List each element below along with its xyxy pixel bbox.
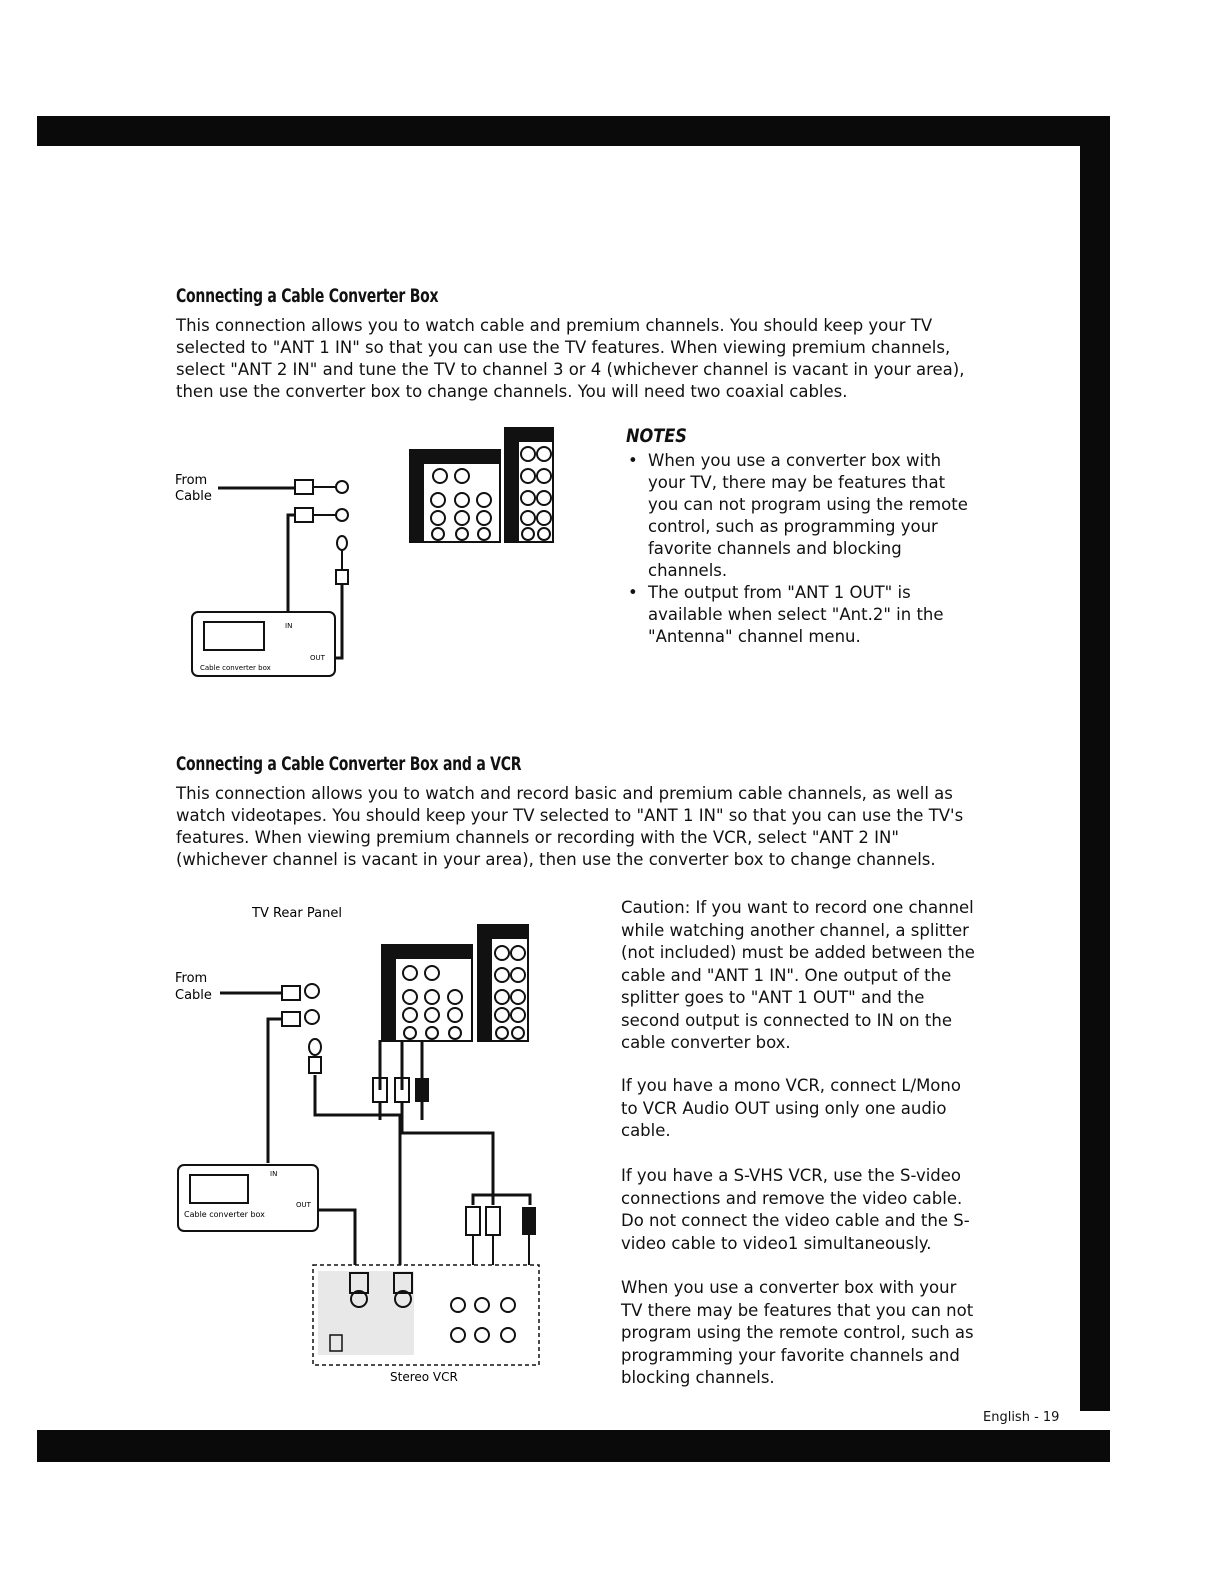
tv-jack-panel-1	[410, 428, 553, 542]
caution-text: Caution: If you want to record one channel while watching another channel, a splitter (not included) must be added between the cable and "ANT 1 IN". One output of the splitter goes to "ANT 1 OUT" and the second output is connected to IN on the cable converter box.	[621, 898, 975, 1052]
diagram2-box-label: Cable converter box	[184, 1210, 265, 1219]
diagram1-box-label: Cable converter box	[200, 664, 271, 672]
section2-heading: Connecting a Cable Converter Box and a VCR	[176, 753, 522, 775]
notes-item: • When you use a converter box with your TV, there may be features that you can not program using the remote control, such as programming your favorite channels and blocking channels.	[626, 450, 976, 582]
diagram1-cable-label: Cable	[175, 489, 212, 504]
section1-heading: Connecting a Cable Converter Box	[176, 285, 439, 307]
section1-paragraph: This connection allows you to watch cable and premium channels. You should keep your TV selected to "ANT 1 IN" so that you can use the TV features. When viewing premium channels, select "ANT 2 IN" and tune the TV to channel 3 or 4 (whichever channel is vacant in your area), then use the converter box to change channels. You will need two coaxial cables.	[176, 316, 965, 401]
notes-list	[626, 450, 976, 648]
stereo-vcr	[313, 1265, 539, 1365]
notes-title: NOTES	[626, 425, 687, 447]
right-border-bar	[1080, 116, 1110, 1411]
diagram2-out-label: OUT	[296, 1201, 311, 1209]
converter-note-text: When you use a converter box with your TV there may be features that you can not program using the remote control, such as programming your favorite channels and blocking channels.	[621, 1278, 974, 1387]
section2-paragraph: This connection allows you to watch and record basic and premium cable channels, as well as watch videotapes. You should keep your TV selected to "ANT 1 IN" so that you can use the TV's features. When viewing premium channels or recording with the VCR, select "ANT 2 IN" (whichever channel is vacant in your area), then use the converter box to change channels.	[176, 784, 964, 869]
page-number-label: English - 19	[983, 1410, 1060, 1425]
diagram2-vcr-label: Stereo VCR	[390, 1370, 458, 1384]
svhs-vcr-text: If you have a S-VHS VCR, use the S-video connections and remove the video cable. Do not connect the video cable and the S-video cable to video1 simultaneously.	[621, 1166, 970, 1253]
converter-box-diagram	[170, 420, 570, 690]
top-border-bar	[37, 116, 1110, 146]
diagram2-tv-rear-panel-label: TV Rear Panel	[252, 906, 342, 921]
tv-jack-panel-2	[382, 925, 528, 1041]
diagram2-in-label: IN	[270, 1170, 278, 1178]
mono-vcr-text: If you have a mono VCR, connect L/Mono to VCR Audio OUT using only one audio cable.	[621, 1076, 961, 1140]
diagram2-cable-label: Cable	[175, 988, 212, 1003]
notes-item: • The output from "ANT 1 OUT" is available when select "Ant.2" in the "Antenna" channel menu.	[626, 582, 976, 648]
diagram1-out-label: OUT	[310, 654, 325, 662]
bottom-border-bar	[37, 1430, 1110, 1462]
diagram1-from-label: From	[175, 473, 208, 488]
converter-box-vcr-diagram	[170, 895, 570, 1395]
diagram1-in-label: IN	[285, 622, 293, 630]
diagram2-from-label: From	[175, 971, 208, 986]
